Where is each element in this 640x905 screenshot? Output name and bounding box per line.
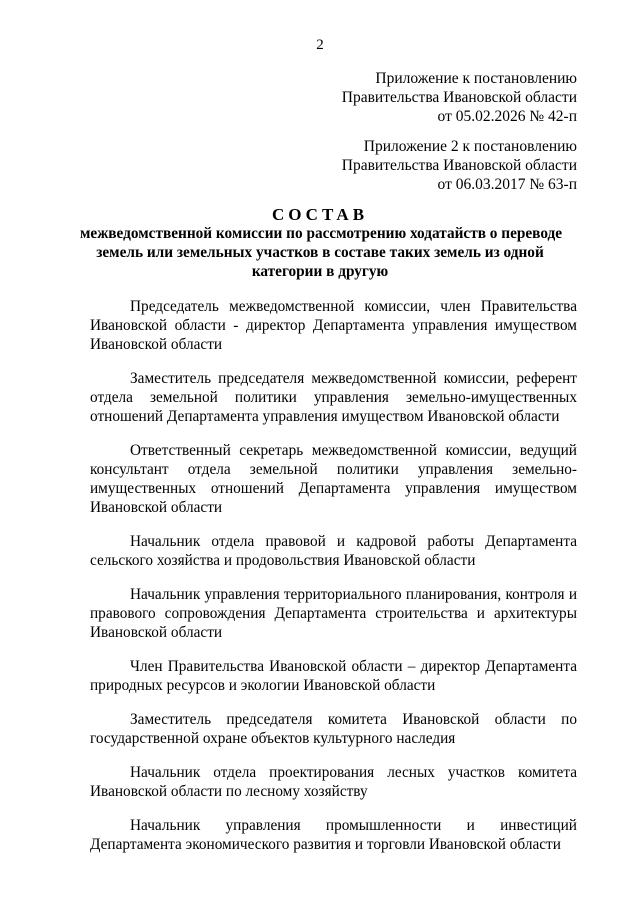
member-text-line: Заместитель председателя комитета Ивановской области по (130, 711, 577, 728)
appendix-reference-current (342, 69, 577, 126)
page-number: 2 (316, 37, 324, 53)
member-text-line: Ивановской области (90, 336, 223, 353)
member-text-line: отдела земельной политики управления земельно-имущественных (90, 389, 577, 406)
member-text-line: Начальник отдела проектирования лесных участков комитета (130, 764, 577, 781)
member-text-line: отношений Департамента управления имуществом Ивановской области (90, 408, 560, 425)
member-text-line: Начальник управления территориального планирования, контроля и (130, 586, 577, 603)
member-text-line: государственной охране объектов культурного наследия (90, 730, 456, 747)
member-text-line: Начальник отдела правовой и кадровой работы Департамента (130, 533, 577, 550)
commission-member-entry (90, 816, 577, 854)
member-text-line: консультант отдела земельной политики управления земельно- (90, 461, 577, 478)
appendix-line: Правительства Ивановской области (341, 89, 577, 106)
member-text-line: имущественных отношений Департамента управления имуществом (90, 480, 577, 497)
commission-member-entry (90, 763, 577, 801)
commission-members-list (90, 297, 577, 869)
appendix-line: Приложение к постановлению (375, 70, 577, 87)
member-text-line: Член Правительства Ивановской области – директор Департамента (130, 658, 577, 675)
subtitle-line: категории в другую (251, 263, 389, 280)
appendix-line: от 06.03.2017 № 63-п (437, 176, 577, 193)
member-text-line: Начальник управления промышленности и инвестиций (130, 817, 577, 834)
appendix-line: от 05.02.2026 № 42-п (437, 108, 577, 125)
member-text-line: Департамента экономического развития и торговли Ивановской области (90, 836, 561, 853)
commission-member-entry (90, 441, 577, 517)
member-text-line: Ивановской области - директор Департамента управления имуществом (90, 317, 577, 334)
member-text-line: правового сопровождения Департамента строительства и архитектуры (90, 605, 577, 622)
commission-member-entry (90, 585, 577, 642)
document-subtitle (80, 224, 563, 281)
member-text-line: природных ресурсов и экологии Ивановской области (90, 677, 436, 694)
member-text-line: Ответственный секретарь межведомственной комиссии, ведущий (130, 442, 577, 459)
member-text-line: Председатель межведомственной комиссии, член Правительства (130, 298, 577, 315)
appendix-reference-original (342, 137, 577, 194)
member-text-line: Заместитель председателя межведомственной комиссии, референт (130, 370, 577, 387)
commission-member-entry (90, 657, 577, 695)
member-text-line: Ивановской области (90, 624, 223, 641)
appendix-line: Правительства Ивановской области (341, 157, 577, 174)
commission-member-entry (90, 297, 577, 354)
member-text-line: сельского хозяйства и продовольствия Ивановской области (90, 552, 476, 569)
document-title: СОСТАВ (271, 205, 369, 224)
commission-member-entry (90, 369, 577, 426)
commission-member-entry (90, 532, 577, 570)
member-text-line: Ивановской области (90, 499, 223, 516)
subtitle-line: земель или земельных участков в составе таких земель из одной (96, 244, 544, 261)
member-text-line: Ивановской области по лесному хозяйству (90, 783, 368, 800)
appendix-line: Приложение 2 к постановлению (363, 138, 577, 155)
commission-member-entry (90, 710, 577, 748)
subtitle-line: межведомственной комиссии по рассмотрению ходатайств о переводе (80, 225, 563, 242)
